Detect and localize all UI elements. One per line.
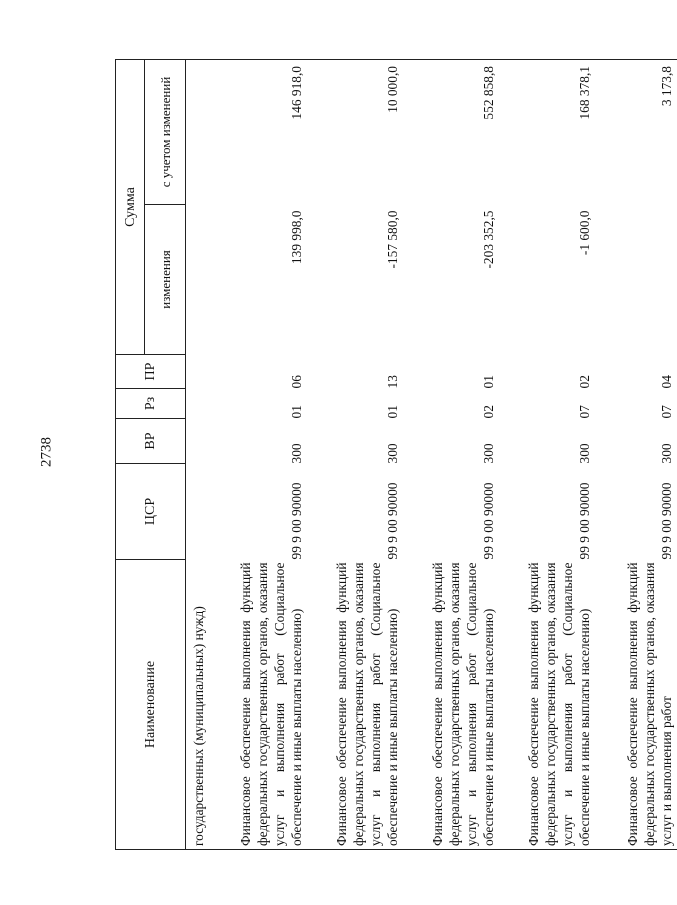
- row-change: -203 352,5: [481, 210, 496, 269]
- continuation-text: государственных (муниципальных) нужд): [186, 560, 212, 850]
- row-csr: 99 9 00 90000: [289, 482, 304, 560]
- row-pr: 06: [289, 375, 304, 389]
- row-vr: 300: [481, 443, 496, 464]
- header-name: Наименование: [116, 560, 186, 850]
- header-with-changes: с учетом изменений: [145, 60, 186, 205]
- row-pr: 04: [659, 375, 674, 389]
- row-csr: 99 9 00 90000: [659, 482, 674, 560]
- row-csr: 99 9 00 90000: [385, 482, 400, 560]
- row-rz: 01: [289, 405, 304, 419]
- row-pr: 01: [481, 375, 496, 389]
- row-pr: 02: [577, 375, 592, 389]
- row-name: Финансовое обеспечение выполнения функций федеральных государственных органов, оказания услуг и выполнения работ (Социальное обеспечение и иные выплаты населению): [307, 560, 403, 850]
- row-rz: 07: [659, 405, 674, 419]
- rotated-page-content: [115, 60, 674, 850]
- header-changes: изменения: [145, 205, 186, 355]
- row-total: 552 858,8: [403, 60, 499, 205]
- row-csr: 99 9 00 90000: [577, 482, 592, 560]
- row-change: -157 580,0: [385, 210, 400, 269]
- row-vr: 300: [577, 443, 592, 464]
- row-change: [595, 205, 677, 355]
- row-vr: 300: [385, 443, 400, 464]
- header-sum: Сумма: [116, 60, 145, 355]
- table-body: [186, 60, 677, 850]
- row-name: Финансовое обеспечение выполнения функций федеральных государственных органов, оказания услуг и выполнения работ (Социальное обеспечение и иные выплаты населению): [403, 560, 499, 850]
- budget-table: [115, 59, 677, 850]
- row-name: Финансовое обеспечение выполнения функций федеральных государственных органов, оказания услуг и выполнения работ: [595, 560, 677, 850]
- row-vr: 300: [289, 443, 304, 464]
- row-pr: 13: [385, 375, 400, 389]
- table-row: [186, 60, 212, 850]
- table-row: [595, 60, 677, 850]
- row-total: 146 918,0: [211, 60, 307, 205]
- table-header: [116, 60, 186, 850]
- table-row: [499, 60, 595, 850]
- table-row: [403, 60, 499, 850]
- row-rz: 02: [481, 405, 496, 419]
- row-csr: 99 9 00 90000: [481, 482, 496, 560]
- row-total: 10 000,0: [307, 60, 403, 205]
- row-total: 168 378,1: [499, 60, 595, 205]
- row-change: -1 600,0: [577, 210, 592, 256]
- row-name: Финансовое обеспечение выполнения функций федеральных государственных органов, оказания услуг и выполнения работ (Социальное обеспечение и иные выплаты населению): [499, 560, 595, 850]
- row-rz: 01: [385, 405, 400, 419]
- header-rz: Рз: [116, 389, 186, 419]
- row-vr: 300: [659, 443, 674, 464]
- header-vr: ВР: [116, 419, 186, 464]
- row-rz: 07: [577, 405, 592, 419]
- row-total: 3 173,8: [595, 60, 677, 205]
- row-name: Финансовое обеспечение выполнения функций федеральных государственных органов, оказания услуг и выполнения работ (Социальное обеспечение и иные выплаты населению): [211, 560, 307, 850]
- table-row: [211, 60, 307, 850]
- row-change: 139 998,0: [289, 210, 304, 265]
- table-row: [307, 60, 403, 850]
- header-csr: ЦСР: [116, 464, 186, 560]
- header-pr: ПР: [116, 355, 186, 389]
- page-number: 2738: [38, 437, 55, 467]
